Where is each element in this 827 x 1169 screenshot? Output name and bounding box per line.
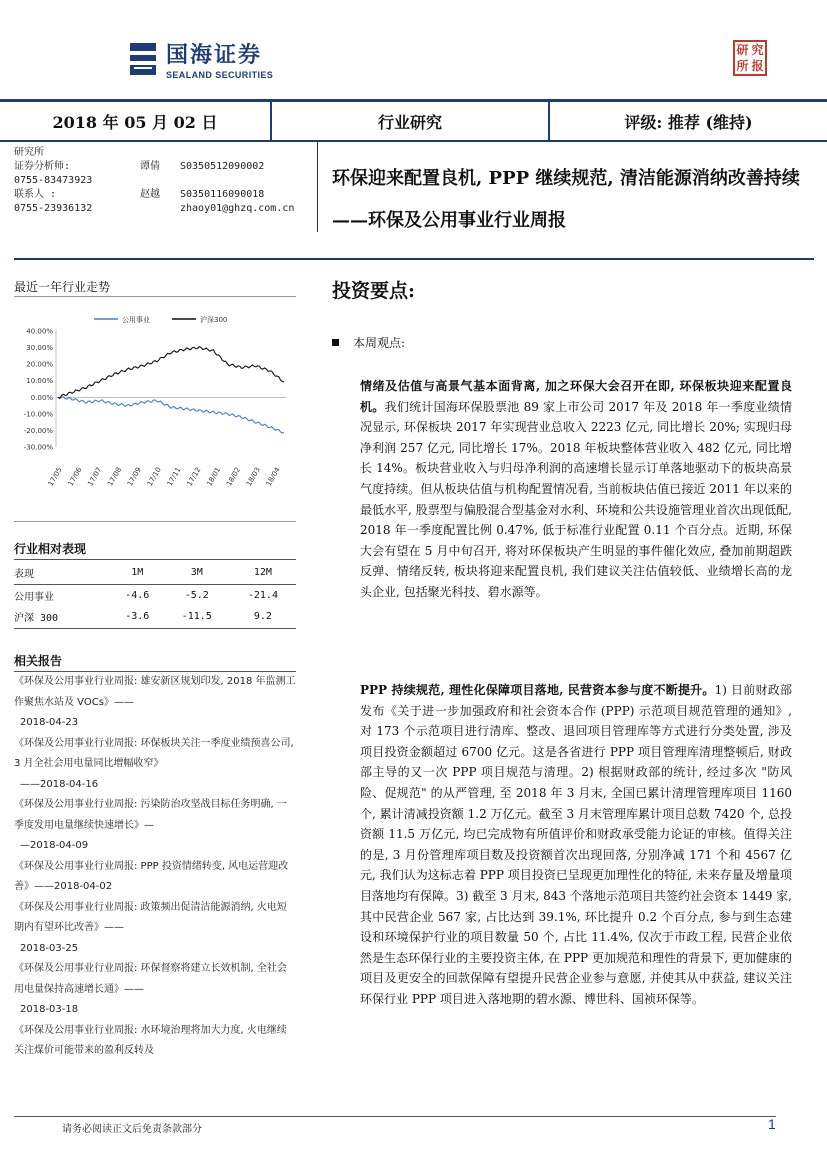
related-title: 相关报告 <box>14 652 296 672</box>
logo-mark-icon <box>128 41 158 77</box>
paragraph-2 <box>360 680 792 1010</box>
analyst-row <box>14 202 304 216</box>
report-link[interactable]: 《环保及公用事业行业周报: 水环境治理将加大力度, 火电继续关注煤价可能带来的盈利反转及 <box>14 1024 287 1056</box>
report-header-bar <box>0 102 827 140</box>
perf-table <box>14 562 296 629</box>
table-row <box>14 606 296 628</box>
report-date-item: 2018-04-23 <box>20 717 79 728</box>
legend-label: 沪深300 <box>200 316 228 324</box>
list-item[interactable] <box>14 898 296 960</box>
paragraph-1 <box>360 376 792 603</box>
table-cell: 沪深 300 <box>14 606 111 628</box>
analyst-row <box>14 188 304 202</box>
x-tick-label: 17/08 <box>106 466 124 488</box>
analyst-name: 谭倩 <box>140 161 160 172</box>
x-tick-label: 17/07 <box>86 466 104 488</box>
table-cell: 公用事业 <box>14 591 54 603</box>
table-header: 表现 <box>14 562 111 584</box>
disclaimer-note: 请务必阅读正文后免责条款部分 <box>62 1124 202 1135</box>
list-item[interactable] <box>14 1021 296 1062</box>
report-link[interactable]: 《环保及公用事业行业周报: 政策频出促清洁能源消纳, 火电短期内有望环比改善》—— <box>14 901 287 933</box>
table-cell: 9.2 <box>230 606 296 628</box>
y-tick-label: 30.00% <box>26 344 53 353</box>
report-link[interactable]: 《环保及公用事业行业周报: 环保督察将建立长效机制, 全社会用电量保持高速增长通》—— <box>14 963 287 995</box>
legend-label: 公用事业 <box>122 316 150 324</box>
x-tick-label: 17/10 <box>145 466 163 488</box>
report-title: 环保迎来配置良机, PPP 继续规范, 清洁能源消纳改善持续——环保及公用事业行业周报 <box>332 168 800 231</box>
table-cell: -4.6 <box>125 589 150 601</box>
x-tick-label: 17/06 <box>66 466 84 488</box>
x-tick-label: 17/09 <box>125 466 144 488</box>
logo-name-cn: 国海证券 <box>166 43 263 68</box>
y-tick-label: -20.00% <box>23 426 53 435</box>
table-cell: -11.5 <box>164 606 230 628</box>
x-tick-label: 17/05 <box>46 466 64 488</box>
analyst-email[interactable]: zhaoy01@ghzq.com.cn <box>180 203 295 214</box>
bullet-square-icon <box>332 339 339 346</box>
key-points-heading: 投资要点: <box>332 280 416 302</box>
report-link[interactable]: 《环保及公用事业行业周报: 环保板块关注一季度业绩预喜公司, 3 月全社会用电量同比增幅收窄》 <box>14 737 294 769</box>
report-link[interactable]: 《环保及公用事业行业周报: 污染防治攻坚战目标任务明确, 一季度发用电量继续快速增长》— <box>14 799 287 831</box>
paragraph-1-body: 我们统计国海环保股票池 89 家上市公司 2017 年及 2018 年一季度业绩情况显示, 环保板块 2017 年实现营业总收入 2223 亿元, 同比增长 20%; 实现归母净利润 257 亿元, 同比增长 17%。2018 年板块整体营业收入 482 亿元, 同比增长 14%。板块营业收入与归母净利润的高速增长显示订单落地驱动下的板块高景气度持续。但从板块估值与机构配置情况看, 当前板块估值已接近 2011 年以来的最低水平, 股票型与偏股混合型基金对水利、环境和公共设施管理业首次出现低配, 2018 年一季度配置比例 0.47%, 低于标准行业配置 0.11 个百分点。近期, 环保大会有望在 5 月中旬召开, 将对环保板块产生明显的事件催化效应, 叠加前期超跌反弹、情绪反转, 板块将迎来配置良机, 我们建议关注估值较低、业绩增长高的龙头企业, 包括聚光科技、碧水源等。 <box>360 399 792 599</box>
paragraph-2-body: 1) 日前财政部发布《关于进一步加强政府和社会资本合作 (PPP) 示范项目规范管理的通知》, 对 173 个示范项目进行清库、整改、退回项目管理库等方式进行分类处置, 涉及项目投资金额超过 6700 亿元。这是各省进行 PPP 项目管理库清理整顿后, 财政部主导的又一次 PPP 项目规范与清理。2) 根据财政部的统计, 经过多次 "防风险、促规范" 的从严管理, 至 2018 年 3 月末, 全国已累计清理管理库项目 1160 个, 累计清减投资额 1.2 万亿元。截至 3 月末管理库累计项目总数 7420 个, 总投资额 11.5 万亿元, 均已完成物有所值评价和财政承受能力论证的审核。值得关注的是, 3 月份管理库项目数及投资额首次出现回落, 分别净减 171 个和 4567 亿元, 我们认为这标志着 PPP 项目投资已呈现更加理性化的特征, 未来存量及增量项目落地均有保障。3) 截至 3 月末, 843 个落地示范项目共签约社会资本 1449 家, 其中民营企业 567 家, 占比达到 39.1%, 环比提升 0.2 个百分点, 参与到生态建设和环境保护行业的项目数量 50 个, 占比 11.4%, 仅次于市政工程, 民营企业依然是生态环保行业的主要投资主体, 在 PPP 更加规范和理性的背景下, 更加健康的项目及更安全的回款保障有望提升民营企业参与意愿, 并使其从中获益, 建议关注环保行业 PPP 项目进入落地期的碧水源、博世科、国祯环保等。 <box>360 683 792 1006</box>
analyst-name: 赵越 <box>140 189 160 200</box>
header-bottom-rule <box>0 140 827 142</box>
header-divider <box>317 142 318 232</box>
list-item[interactable] <box>14 959 296 1021</box>
x-tick-label: 18/04 <box>264 466 282 488</box>
footer-rule <box>14 1116 776 1117</box>
list-item[interactable] <box>14 734 296 796</box>
table-header: 1M <box>111 562 164 584</box>
analyst-phone: 0755-83473923 <box>14 175 93 186</box>
seal-char: 研 <box>736 43 749 57</box>
analyst-id: S0350512090002 <box>180 161 265 172</box>
report-link[interactable]: 《环保及公用事业行业周报: 雄安新区规划印发, 2018 年监测工作聚焦水站及 VOCs》—— <box>14 676 296 708</box>
x-tick-label: 17/12 <box>185 466 203 488</box>
analyst-id: S0350116090018 <box>180 189 265 200</box>
paragraph-2-lead: PPP 持续规范, 理性化保障项目落地, 民营资本参与度不断提升。 <box>360 683 715 697</box>
analyst-label: 联系人 : <box>14 189 57 200</box>
seal-char: 报 <box>751 59 764 73</box>
report-date-item: ——2018-04-16 <box>20 778 99 790</box>
y-tick-label: -10.00% <box>23 410 53 419</box>
analyst-info <box>14 146 304 216</box>
y-tick-label: 20.00% <box>26 360 53 369</box>
table-row <box>14 584 296 606</box>
y-tick-label: -30.00% <box>23 443 53 452</box>
research-seal-icon <box>733 40 767 76</box>
table-cell: -21.4 <box>247 589 278 601</box>
y-tick-label: 10.00% <box>26 377 53 386</box>
y-tick-label: 40.00% <box>26 327 53 336</box>
seal-char: 所 <box>736 59 749 73</box>
report-rating: 评级: 推荐 (维持) <box>624 112 753 132</box>
seal-char: 究 <box>751 43 764 57</box>
report-date: 2018 年 05 月 02 日 <box>0 102 272 140</box>
related-reports <box>14 672 296 1062</box>
report-link[interactable]: 《环保及公用事业行业周报: PPP 投资情绪转变, 风电运营迎改善》——2018-04-02 <box>14 860 289 892</box>
perf-title: 行业相对表现 <box>14 540 296 560</box>
analyst-phone: 0755-23936132 <box>14 203 93 214</box>
table-header: 3M <box>164 562 230 584</box>
series-line <box>58 397 284 433</box>
analyst-section: 研究所 <box>14 147 44 158</box>
analyst-row <box>14 160 304 174</box>
report-date-item: 2018-03-25 <box>20 942 79 954</box>
list-item[interactable] <box>14 672 296 734</box>
paragraph-1-lead: 情绪及估值与高景气基本面背离, 加之环保大会召开在即, 环保板块迎来配置良机。 <box>360 379 792 414</box>
bullet-item <box>332 334 405 351</box>
trend-chart-svg <box>14 297 296 523</box>
table-header-row <box>14 562 296 584</box>
company-logo <box>128 38 273 80</box>
x-tick-label: 18/01 <box>205 466 223 488</box>
analyst-label: 证券分析师: <box>14 161 71 172</box>
report-category: 行业研究 <box>272 102 550 140</box>
title-rule <box>14 258 814 260</box>
trend-title: 最近一年行业走势 <box>14 280 111 294</box>
table-header: 12M <box>230 562 296 584</box>
series-line <box>58 347 284 398</box>
logo-name-en: SEALAND SECURITIES <box>166 70 274 80</box>
trend-chart <box>14 296 296 522</box>
x-tick-label: 17/11 <box>165 466 183 488</box>
bullet-label: 本周观点: <box>353 336 406 350</box>
report-date-item: 2018-03-18 <box>20 1004 79 1015</box>
y-tick-label: 0.00% <box>30 393 53 402</box>
x-tick-label: 18/02 <box>225 466 243 488</box>
report-date-item: —2018-04-09 <box>20 840 89 851</box>
x-tick-label: 18/03 <box>244 466 262 488</box>
page-number: 1 <box>768 1116 776 1132</box>
table-cell: -5.2 <box>184 589 209 601</box>
analyst-row <box>14 174 304 188</box>
list-item[interactable] <box>14 857 296 898</box>
table-cell: -3.6 <box>111 606 164 628</box>
list-item[interactable] <box>14 795 296 857</box>
